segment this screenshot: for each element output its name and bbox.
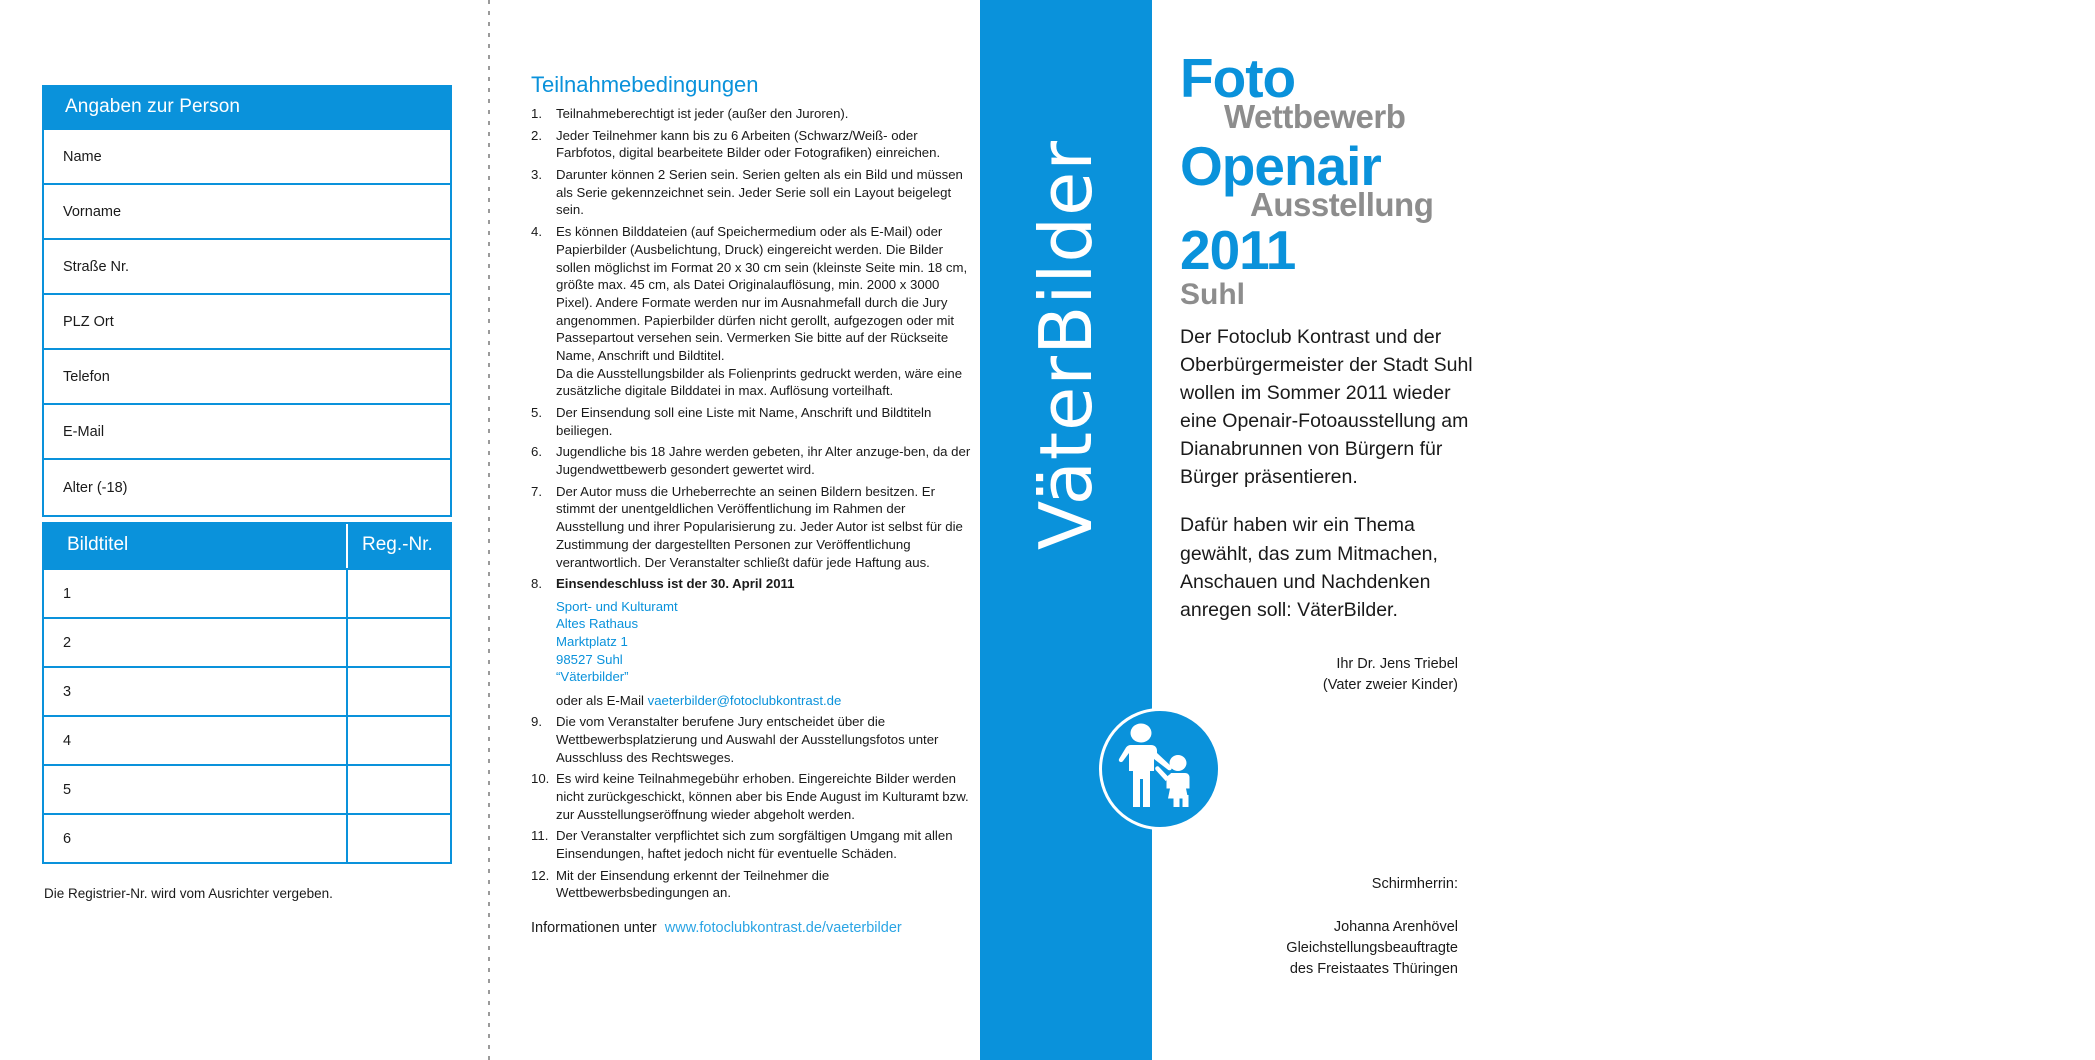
image-titles-table	[42, 522, 452, 864]
info-prefix-label: Informationen unter	[531, 920, 657, 937]
logo-line-kontrast: KONTRAST	[1992, 934, 2095, 951]
condition-text: Der Einsendung soll eine Liste mit Name, Anschrift und Bildtiteln beiliegen.	[556, 405, 932, 438]
column-header-bildtitel: Bildtitel	[67, 534, 129, 555]
logo-line-foto: F O T O	[1992, 880, 2088, 896]
address-line-city: 98527 Suhl	[556, 651, 623, 667]
condition-text: Der Veranstalter verpflichtet sich zum sorgfältigen Umgang mit allen Einsendungen, haftet jedoch nicht für eventuelle Schäden.	[556, 828, 953, 862]
form-field-plz-ort[interactable]: PLZ Ort	[44, 295, 450, 350]
title-line-wettbewerb: Wettbewerb	[1224, 98, 1406, 135]
condition-text: Es wird keine Teilnahmegebühr erhoben. Eingereichte Bilder werden nicht zurückgeschickt, können aber bis Ende August im Kulturamt bzw. zur Ausstellungseröffnung wieder abgeholt werden.	[556, 771, 969, 822]
address-line-building: Altes Rathaus	[556, 616, 639, 632]
form-field-vorname[interactable]: Vorname	[44, 185, 450, 240]
condition-text: Der Autor muss die Urheberrechte an seinen Bildern besitzen. Er stimmt der unentgeldlichen Veröffentlichung im Rahmen der Ausstellung und ihrer Popularisierung zu. Jeder Autor ist selbst für die Zustimmung der dargestellten Personen zur Veröffentlichung verantwortlich. Der Veranstalter schließt dafür jede Haftung aus.	[556, 483, 963, 570]
condition-text: Jeder Teilnehmer kann bis zu 6 Arbeiten (Schwarz/Weiß- oder Farbfotos, digital bearbeitete Bilder oder Fotografiken) einreichen.	[556, 127, 941, 161]
form-footnote: Die Registrier-Nr. wird vom Ausrichter vergeben.	[44, 886, 333, 901]
condition-item-6	[531, 443, 971, 478]
address-line-office: Sport- und Kulturamt	[556, 598, 678, 614]
cover-paragraph-2: Dafür haben wir ein Thema gewählt, das zum Mitmachen, Anschauen und Nachdenken anregen soll: VäterBilder.	[1180, 514, 1438, 621]
conditions-title: Teilnahmebedingungen	[531, 72, 759, 97]
condition-item-2	[531, 127, 971, 162]
patron-label: Schirmherrin:	[1371, 875, 1458, 892]
title-line-suhl: Suhl	[1180, 278, 1245, 311]
submission-email-link[interactable]: vaeterbilder@fotoclubkontrast.de	[647, 692, 842, 708]
submission-address	[556, 598, 971, 686]
cover-paragraph-1: Der Fotoclub Kontrast und der Oberbürgermeister der Stadt Suhl wollen im Sommer 2011 wieder eine Openair-Fotoausstellung am Dianabrunnen von Bürgern für Bürger präsentieren.	[1180, 326, 1473, 489]
entry-form-panel	[42, 85, 452, 901]
row-number: 1	[63, 585, 72, 602]
signature-block	[1180, 654, 1480, 696]
vertical-wordmark	[980, 0, 1152, 690]
condition-item-3	[531, 166, 971, 219]
table-row[interactable]	[44, 617, 450, 666]
title-line-openair: Openair	[1180, 135, 1381, 197]
row-number: 5	[63, 781, 72, 798]
condition-item-4	[531, 223, 971, 400]
email-prefix-label: oder als E-Mail	[556, 692, 648, 708]
patron-role-line-1: Gleichstellungsbeauftragte	[1286, 939, 1458, 956]
signature-name: Ihr Dr. Jens Triebel	[1336, 655, 1458, 672]
condition-text: Die vom Veranstalter berufene Jury entscheidet über die Wettbewerbsplatzierung und Auswahl der Ausstellungsfotos unter Ausschluss des Rechtsweges.	[556, 714, 939, 765]
conditions-panel	[531, 72, 971, 936]
fotoclub-kontrast-logo-text	[1992, 875, 2095, 984]
logo-line-club: C L U B	[1992, 907, 2086, 924]
table-row[interactable]	[44, 715, 450, 764]
title-line-ausstellung: Ausstellung	[1250, 186, 1434, 223]
patron-role-line-2: des Freistaates Thüringen	[1289, 960, 1458, 977]
table-header-row	[44, 524, 450, 568]
table-row[interactable]	[44, 568, 450, 617]
form-field-strasse[interactable]: Straße Nr.	[44, 240, 450, 295]
cover-body-text	[1180, 323, 1480, 624]
form-header-angaben-zur-person: Angaben zur Person	[42, 85, 452, 130]
cover-title-block	[1180, 46, 1480, 311]
website-link[interactable]: www.fotoclubkontrast.de/vaeterbilder	[664, 920, 902, 937]
conditions-list	[531, 105, 971, 902]
form-field-list	[42, 130, 452, 517]
fold-line-dotted	[488, 0, 490, 1060]
row-number: 3	[63, 683, 72, 700]
reg-nr-cell[interactable]	[346, 766, 450, 813]
email-line	[556, 692, 971, 710]
table-row[interactable]	[44, 764, 450, 813]
reg-nr-cell[interactable]	[346, 619, 450, 666]
signature-subtitle: (Vater zweier Kinder)	[1322, 676, 1458, 693]
deadline-text: Einsendeschluss ist der 30. April 2011	[556, 576, 795, 592]
reg-nr-cell[interactable]	[346, 570, 450, 617]
condition-item-1	[531, 105, 971, 123]
logo-line-suhl: S U H L	[1992, 961, 2087, 978]
condition-item-10	[531, 770, 971, 823]
table-row[interactable]	[44, 813, 450, 862]
condition-item-11	[531, 827, 971, 862]
condition-item-7	[531, 483, 971, 571]
patron-block	[1286, 874, 1458, 980]
condition-text: Jugendliche bis 18 Jahre werden gebeten, ihr Alter anzuge-ben, da der Jugendwettbewerb gesondert gewertet wird.	[556, 444, 971, 478]
form-field-telefon[interactable]: Telefon	[44, 350, 450, 405]
row-number: 4	[63, 732, 72, 749]
wordmark-text: VäterBilder	[1024, 140, 1108, 550]
condition-text: Darunter können 2 Serien sein. Serien gelten als ein Bild und müssen als Serie gekennzeichnet sein. Jeder Serie soll ein Layout beigelegt sein.	[556, 167, 963, 218]
row-number: 2	[63, 634, 72, 651]
condition-item-5	[531, 404, 971, 439]
title-line-year: 2011	[1180, 219, 1296, 281]
table-row[interactable]	[44, 666, 450, 715]
row-number: 6	[63, 830, 72, 847]
patron-name: Johanna Arenhövel	[1333, 918, 1458, 935]
condition-item-9	[531, 713, 971, 766]
condition-text-extra: Da die Ausstellungsbilder als Folienprints gedruckt werden, wäre eine zusätzliche digitale Bilddatei in max. Auflösung vorteilhaft.	[556, 365, 963, 399]
address-line-street: Marktplatz 1	[556, 633, 628, 649]
reg-nr-cell[interactable]	[346, 717, 450, 764]
condition-item-8	[531, 575, 971, 709]
cover-panel	[1180, 0, 1480, 1060]
condition-text: Es können Bilddateien (auf Speichermedium oder als E-Mail) oder Papierbilder (Ausbelichtung, Druck) eingereicht werden. Die Bilder sollen möglichst im Format 20 x 30 cm sein (kleinste Seite min. 18 cm, größte max. 45 cm, als Datei Originalauflösung, min. 2000 x 3000 Pixel). Andere Formate werden nur im Ausnahmefall durch die Jury angenommen. Papierbilder dürfen nicht gerollt, aufgezogen oder mit Passepartout versehen sein. Vermerken Sie bitte auf der Rückseite Name, Anschrift und Bildtitel.	[556, 224, 968, 363]
form-field-email[interactable]: E-Mail	[44, 405, 450, 460]
reg-nr-cell[interactable]	[346, 668, 450, 715]
form-field-name[interactable]: Name	[44, 130, 450, 185]
condition-item-12	[531, 867, 971, 902]
reg-nr-cell[interactable]	[346, 815, 450, 862]
condition-text: Mit der Einsendung erkennt der Teilnehmer die Wettbewerbsbedingungen an.	[556, 867, 830, 901]
info-line	[531, 920, 971, 936]
title-line-foto: Foto	[1180, 47, 1296, 109]
form-field-alter[interactable]: Alter (-18)	[63, 479, 128, 496]
column-header-reg-nr: Reg.-Nr.	[346, 524, 450, 568]
address-line-keyword: “Väterbilder”	[556, 669, 629, 685]
condition-text: Teilnahmeberechtigt ist jeder (außer den Juroren).	[556, 106, 849, 121]
